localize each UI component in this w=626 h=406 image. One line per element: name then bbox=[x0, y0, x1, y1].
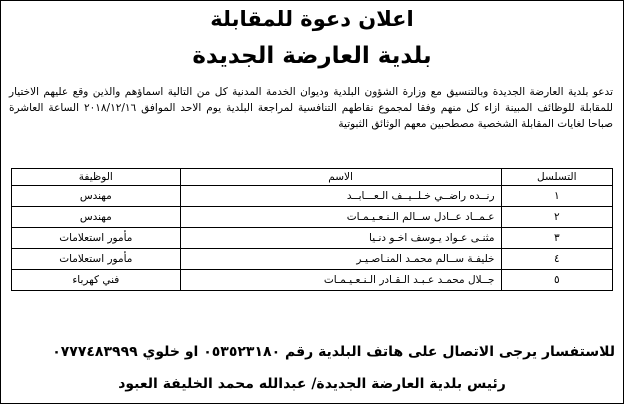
row-seq: ٤ bbox=[501, 249, 612, 270]
row-seq: ٢ bbox=[501, 207, 612, 228]
row-name: خليفـة ســالم محمـد المنـاصـيـر bbox=[180, 249, 501, 270]
row-name: جــلال محمـد عـبـد الـقـادر الـنـعـيـمـات bbox=[180, 270, 501, 291]
table-row bbox=[12, 249, 613, 270]
row-name: رنــده راضــي خـلــيــف الـعـــابــد bbox=[180, 186, 501, 207]
row-job: مأمور استعلامات bbox=[12, 228, 181, 249]
row-name: عـمــاد عــادل ســالم الـنـعـيـمـات bbox=[180, 207, 501, 228]
row-seq: ٣ bbox=[501, 228, 612, 249]
row-job: مهندس bbox=[12, 186, 181, 207]
announcement-body: تدعو بلدية العارضة الجديدة وبالتنسيق مع وزارة الشؤون البلدية وديوان الخدمة المدنية كل من التالية اسماؤهم والذين وقع عليهم الاختيار للمقابلة للوظائف المبينة ازاء كل منهم وفقا لمجموع نقاطهم التنافسية لمراجعة البلدية يوم الاحد الموافق ٢٠١٨/١٢/١٦ الساعة العاشرة صباحا لغايات المقابلة الشخصية مصطحبين معهم الوثائق الثبوتية bbox=[9, 86, 613, 130]
municipality-title: بلدية العارضة الجديدة bbox=[192, 43, 432, 69]
row-job: مهندس bbox=[12, 207, 181, 228]
candidates-table bbox=[11, 168, 613, 291]
contact-info: للاستفسار يرجى الاتصال على هاتف البلدية رقم ٠٥٣٥٢٣١٨٠ او خلوي ٠٧٧٧٤٨٣٩٩٩ bbox=[52, 344, 615, 360]
row-seq: ١ bbox=[501, 186, 612, 207]
row-seq: ٥ bbox=[501, 270, 612, 291]
table-row bbox=[12, 186, 613, 207]
row-name: مثنـى عـواد يـوسف اخـو دنـيا bbox=[180, 228, 501, 249]
table-row bbox=[12, 228, 613, 249]
row-job: مأمور استعلامات bbox=[12, 249, 181, 270]
row-job: فني كهرباء bbox=[12, 270, 181, 291]
table-header-row bbox=[12, 169, 613, 186]
signature: رئيس بلدية العارضة الجديدة/ عبدالله محمد الخليفة العبود bbox=[118, 376, 506, 392]
table-row bbox=[12, 207, 613, 228]
announcement-title: اعلان دعوة للمقابلة bbox=[210, 7, 414, 31]
header-seq: التسلسل bbox=[501, 169, 612, 186]
table-row bbox=[12, 270, 613, 291]
header-name: الاسم bbox=[180, 169, 501, 186]
header-job: الوظيفة bbox=[12, 169, 181, 186]
